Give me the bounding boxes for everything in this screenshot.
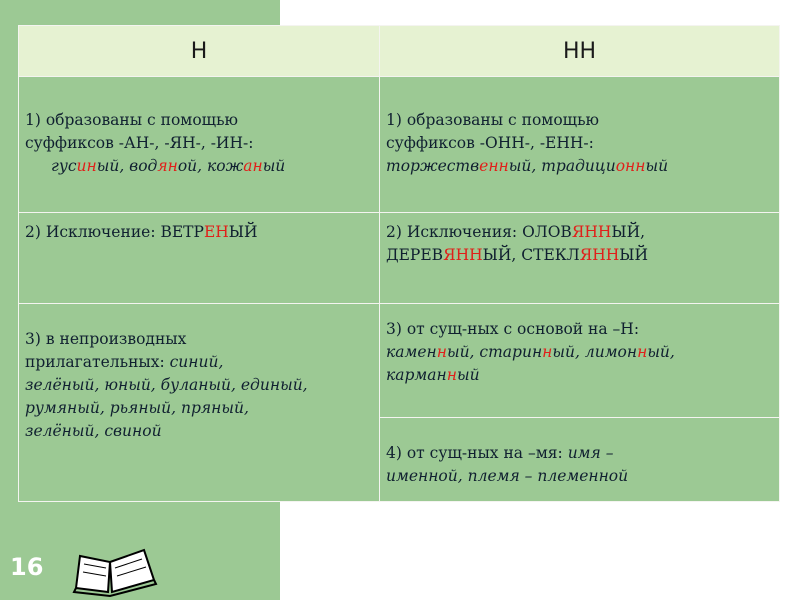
spelling-rules-table <box>18 25 780 502</box>
text-segment: ЫЙ, СТЕКЛ <box>482 246 580 264</box>
left-rule-3-line1: 3) в непроизводных <box>25 330 187 348</box>
left-rule-3-line2: прилагательных: синий, <box>25 353 224 371</box>
highlighted-suffix: ян <box>157 157 178 175</box>
text-segment: торжеств <box>386 157 480 175</box>
right-rule-3-ex1 <box>386 341 773 364</box>
right-rule-1-line2: суффиксов -ОНН-, -ЕНН-: <box>386 134 594 152</box>
right-rule-1-examples <box>386 155 773 178</box>
right-rule-2-line1 <box>386 221 773 244</box>
right-rule-3-line1: 3) от сущ-ных с основой на –Н: <box>386 320 640 338</box>
right-rule-2 <box>380 213 780 304</box>
right-rule-1 <box>380 77 780 213</box>
text-segment: ый, традици <box>508 157 616 175</box>
right-rule-4-line1: 4) от сущ-ных на –мя: имя – <box>386 444 614 462</box>
right-rule-4-ex2: именной, племя – племенной <box>386 467 629 485</box>
text-segment: ый, старин <box>446 343 543 361</box>
text-segment: ый <box>262 157 286 175</box>
left-rule-3-ex3: румяный, рьяный, пряный, <box>25 399 249 417</box>
text-segment: ый, лимон <box>552 343 638 361</box>
highlighted-suffix: н <box>436 343 447 361</box>
right-rule-4 <box>380 418 780 502</box>
right-rule-3-ex2 <box>386 364 773 387</box>
text-segment: ЫЙ, <box>611 223 646 241</box>
highlighted-suffix: н <box>637 343 648 361</box>
left-rule-2 <box>19 213 380 304</box>
left-rule-3 <box>19 304 380 502</box>
left-rule-3-ex2: зелёный, юный, буланый, единый, <box>25 376 308 394</box>
book-icon <box>70 540 160 600</box>
text-segment: 2) Исключения: ОЛОВ <box>386 223 572 241</box>
left-rule-1-line1: 1) образованы с помощью <box>25 111 239 129</box>
highlighted-suffix: ЯНН <box>571 223 612 241</box>
highlighted-suffix: н <box>446 366 457 384</box>
slide-number: 16 <box>10 553 44 581</box>
text-segment: карман <box>386 366 447 384</box>
header-right: НН <box>380 26 780 77</box>
highlighted-suffix: ан <box>243 157 263 175</box>
highlighted-suffix: ЯНН <box>443 246 483 264</box>
header-left: Н <box>19 26 380 77</box>
highlighted-suffix: н <box>542 343 553 361</box>
text-segment: ДЕРЕВ <box>386 246 444 264</box>
text-segment: камен <box>386 343 437 361</box>
text-segment: ой, кож <box>177 157 244 175</box>
left-rule-1-line2: суффиксов -АН-, -ЯН-, -ИН-: <box>25 134 254 152</box>
highlighted-suffix: енн <box>479 157 509 175</box>
right-rule-3 <box>380 304 780 418</box>
highlighted-suffix: онн <box>615 157 646 175</box>
left-rule-3-ex4: зелёный, свиной <box>25 422 162 440</box>
text-segment: ый, <box>647 343 675 361</box>
highlighted-suffix: ин <box>76 157 97 175</box>
left-rule-2-text: 2) Исключение: ВЕТРЕНЫЙ <box>25 223 258 241</box>
highlighted-suffix: ЯНН <box>579 246 620 264</box>
text-segment: ый, вод <box>96 157 158 175</box>
left-rule-1-examples <box>25 155 373 178</box>
right-rule-2-line2 <box>386 244 773 267</box>
text-segment: ый <box>456 366 480 384</box>
right-rule-1-line1: 1) образованы с помощью <box>386 111 600 129</box>
text-segment: ЫЙ <box>619 246 649 264</box>
text-segment: ый <box>645 157 669 175</box>
text-segment: гус <box>51 157 77 175</box>
left-rule-1 <box>19 77 380 213</box>
